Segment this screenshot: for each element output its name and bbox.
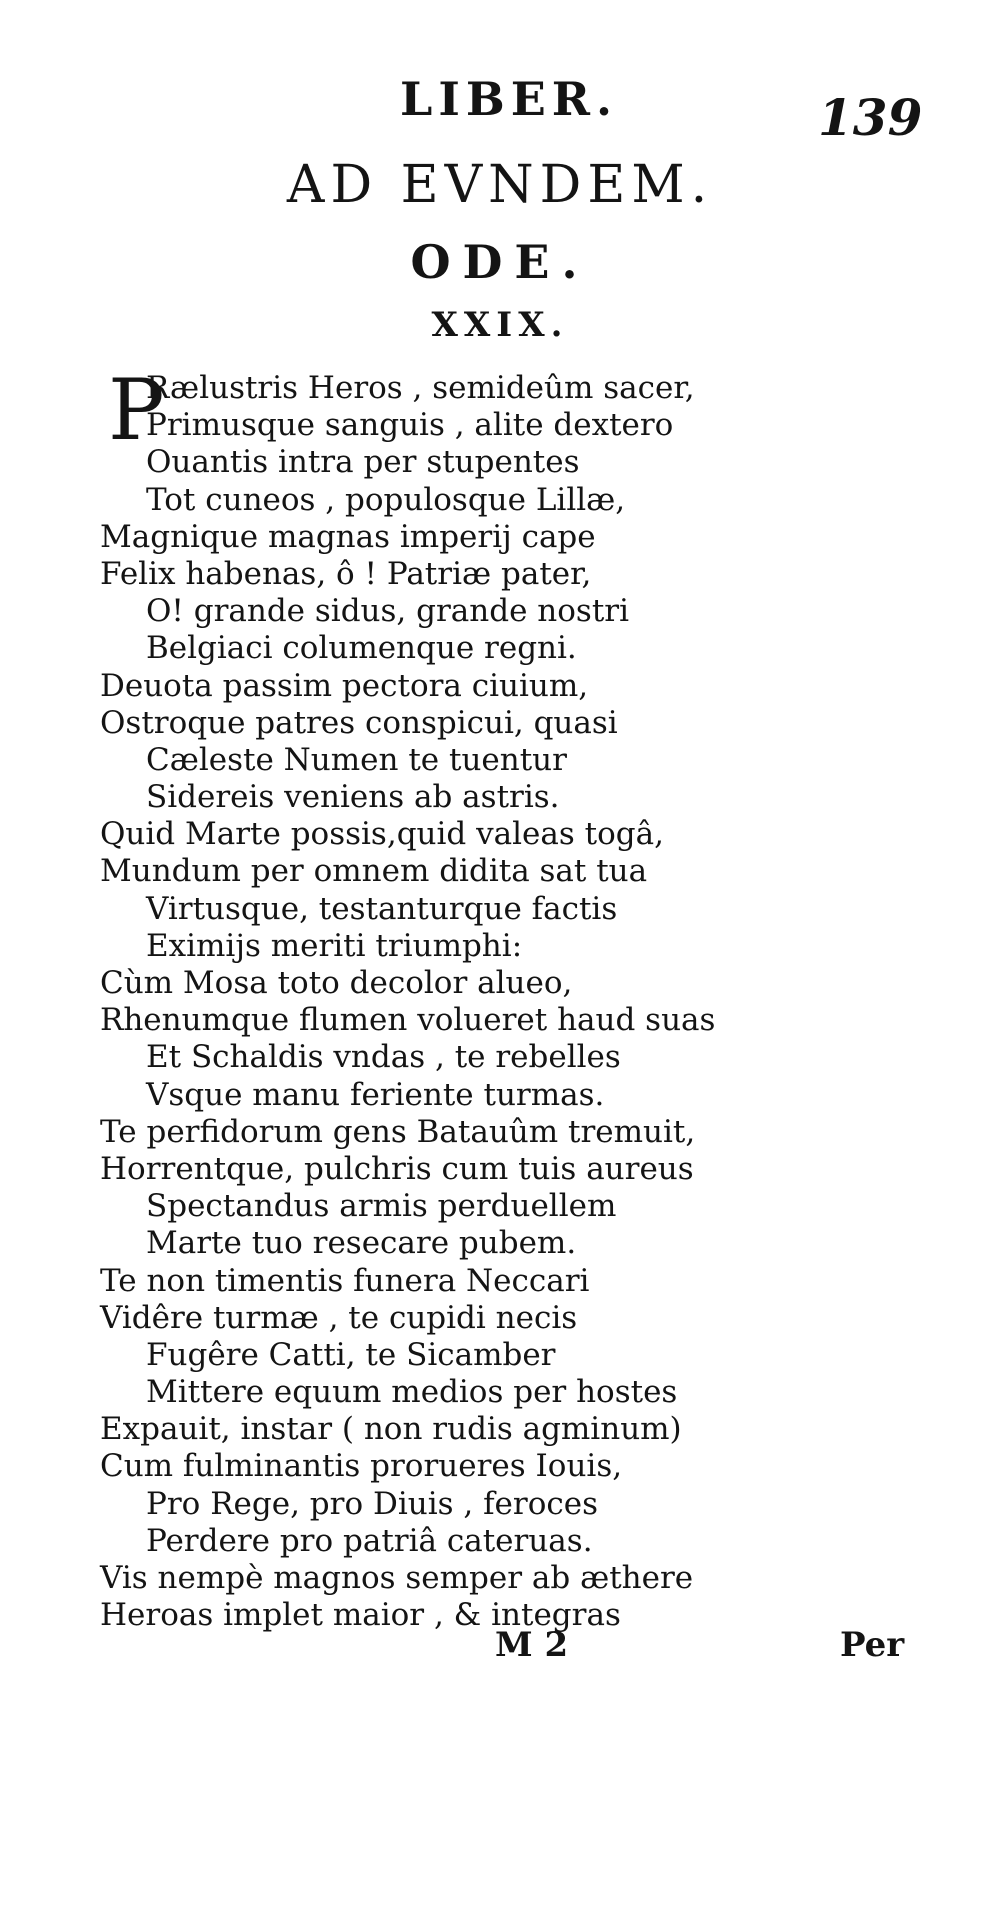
poem-line-text: Quid Marte possis,quid valeas togâ, (100, 816, 664, 853)
poem-line (100, 1114, 740, 1151)
poem-line (100, 1448, 740, 1485)
poem-line-text: Vidêre turmæ , te cupidi necis (100, 1299, 578, 1336)
poem-number: XXIX. (431, 305, 569, 345)
poem-line-text: Te perfidorum gens Batauûm tremuit, (100, 1113, 696, 1150)
poem-line (100, 891, 740, 928)
poem-line-text: Vsque manu feriente turmas. (146, 1076, 605, 1113)
page-number: 139 (818, 88, 923, 147)
poem-line (100, 593, 740, 630)
poem-line-text: Pro Rege, pro Diuis , feroces (146, 1485, 598, 1522)
poem-line-text: Marte tuo resecare pubem. (146, 1225, 577, 1262)
poem-line (100, 742, 740, 779)
poem-line-text: Fugêre Catti, te Sicamber (146, 1336, 556, 1373)
poem-line-text: Tot cuneos , populosque Lillæ, (146, 481, 626, 518)
poem-line (100, 1188, 740, 1225)
poem-line-text: Deuota passim pectora ciuium, (100, 667, 589, 704)
poem-line-text: Spectandus armis perduellem (146, 1188, 617, 1225)
poem-line-text: Ouantis intra per stupentes (146, 444, 580, 481)
poem-line-text: Rælustris Heros , semideûm sacer, (146, 370, 695, 406)
poem-line-text: Mundum per omnem didita sat tua (100, 853, 648, 890)
poem-line (100, 1374, 740, 1411)
poem-line-text: Vis nempè magnos semper ab æthere (100, 1560, 694, 1596)
poem-line-text: Primusque sanguis , alite dextero (146, 407, 674, 444)
poem-line (100, 1263, 740, 1300)
poem-line (100, 1300, 740, 1337)
running-head: LIBER. (400, 72, 619, 126)
poem-line (100, 1337, 740, 1374)
poem-line (100, 444, 740, 481)
poem-line (100, 482, 740, 519)
poem-line (100, 519, 740, 556)
poem-line (100, 1597, 740, 1634)
poem-line (100, 1151, 740, 1188)
poem-line-text: Horrentque, pulchris cum tuis aureus (100, 1150, 694, 1187)
poem-line-text: Magnique magnas imperij cape (100, 518, 596, 555)
poem-line-text: Belgiaci columenque regni. (146, 630, 577, 667)
poem-line-text: Virtusque, testanturque factis (146, 890, 618, 927)
poem-line-text: Mittere equum medios per hostes (146, 1374, 678, 1411)
poem-line (100, 779, 740, 816)
poem-body (100, 361, 740, 1634)
poem-line-text: Cum fulminantis prorueres Iouis, (100, 1448, 623, 1485)
poem-line-text: Ostroque patres conspicui, quasi (100, 704, 618, 741)
poem-line-text: Heroas implet maior , & integras (100, 1597, 621, 1634)
poem-line-text: Te non timentis funera Neccari (100, 1262, 590, 1299)
poem-line (100, 407, 740, 444)
poem-line (100, 630, 740, 667)
poem-line-text: Eximijs meriti triumphi: (146, 927, 523, 964)
poem-line-text: Sidereis veniens ab astris. (146, 779, 560, 816)
signature-mark: M 2 (495, 1625, 569, 1665)
poem-line-text: Perdere pro patriâ cateruas. (146, 1522, 593, 1559)
poem-line-text: Et Schaldis vndas , te rebelles (146, 1039, 621, 1076)
poem-line (100, 1411, 740, 1448)
poem-line (100, 965, 740, 1002)
drop-cap: P (108, 361, 165, 459)
poem-line-text: Cùm Mosa toto decolor alueo, (100, 965, 573, 1001)
catchword: Per (840, 1625, 905, 1665)
poem-line (100, 1225, 740, 1262)
poem-line (100, 1002, 740, 1039)
poem-line (100, 1486, 740, 1523)
poem-line-text: Cæleste Numen te tuentur (146, 741, 567, 778)
poem-line (100, 928, 740, 965)
poem-line (100, 705, 740, 742)
poem-title: AD EVNDEM. (286, 155, 714, 215)
poem-line-text: Felix habenas, ô ! Patriæ pater, (100, 555, 592, 592)
poem-genre: ODE. (410, 235, 590, 289)
poem-line (100, 816, 740, 853)
poem-line (100, 1523, 740, 1560)
poem-line (100, 1560, 740, 1597)
poem-line-text: O! grande sidus, grande nostri (146, 593, 630, 630)
poem-line-text: Rhenumque flumen volueret haud suas (100, 1002, 716, 1039)
poem-line (100, 1039, 740, 1076)
poem-line (100, 668, 740, 705)
poem-line-text: Expauit, instar ( non rudis agminum) (100, 1411, 682, 1448)
poem-line (100, 556, 740, 593)
poem-line (100, 1077, 740, 1114)
poem-line (100, 853, 740, 890)
